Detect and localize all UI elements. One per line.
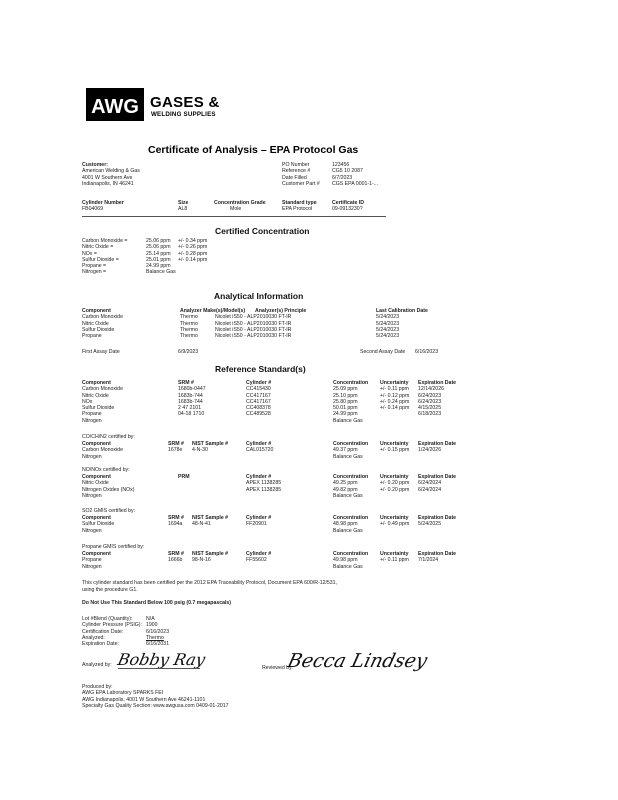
- analytical-cal-dates: Last Calibration Date 5/24/2023 5/24/2023 5/24/2023 5/24/2023: [376, 308, 428, 340]
- analytical-makes: Analyzer Make(s)/Model(s) Thermo Thermo Thermo Thermo: [180, 308, 246, 340]
- cylinder-size: Size AL8: [178, 200, 189, 213]
- analyzed-by-label: Analyzed by:: [82, 662, 112, 668]
- procedure-note-2: using the procedure G1.: [82, 587, 138, 593]
- ref5-concentrations: Concentration 49.98 ppm Balance Gas: [333, 551, 369, 570]
- ref4-cylinders: Cylinder # FF20901: [246, 515, 272, 528]
- order-labels: PO Number Reference # Date Filled Customer Part #: [282, 162, 320, 187]
- ref1-cylinders: Cylinder # CC415430 CC417167 CC417167 CC408378 CC489528: [246, 380, 272, 418]
- ref5-srm: SRM # 1666b: [168, 551, 184, 564]
- first-assay-label: First Assay Date: [82, 349, 120, 355]
- brand-name: GASES &: [150, 94, 220, 111]
- ref2-sample: NIST Sample # 4-N-30: [192, 441, 229, 454]
- ref3-concentrations: Concentration 49.25 ppm 49.82 ppm Balance Gas: [333, 474, 369, 499]
- document-title: Certificate of Analysis – EPA Protocol Gas: [148, 144, 359, 156]
- ref4-sample: NIST Sample # 48-N-41: [192, 515, 229, 528]
- ref2-uncertainty: Uncertainty +/- 0.15 ppm: [380, 441, 410, 454]
- notes-values: N/A 1900 6/16/2023 Thermo 6/16/2031: [146, 616, 170, 648]
- analyzed-signature-line: [118, 668, 200, 669]
- reviewed-by-label: Reviewed by:: [262, 665, 294, 671]
- ref4-concentrations: Concentration 48.98 ppm Balance Gas: [333, 515, 369, 534]
- ref2-expiration: Expiration Date 1/24/2026: [418, 441, 457, 454]
- analyzed-signature: Bobby Ray: [115, 650, 208, 669]
- order-values: 123456 CG5 10 2087 6/7/2023 CGS EPA 0001-1-...: [332, 162, 379, 187]
- ref4-components: Component Sulfur Dioxide Nitrogen: [82, 515, 115, 534]
- first-assay-value: 6/9/2023: [178, 349, 199, 355]
- company-logo: [86, 88, 144, 121]
- ref1-concentrations: Concentration 25.09 ppm 25.10 ppm 25.80 ppm 50.01 ppm 24.99 ppm Balance Gas: [333, 380, 369, 424]
- reviewed-signature: Becca Lindsey: [285, 650, 430, 672]
- ref3-caption: NO/NOx certified by:: [82, 467, 130, 473]
- second-assay-label: Second Assay Date: [360, 349, 406, 355]
- ref3-expiration: Expiration Date 6/24/2024 6/24/2024: [418, 474, 457, 493]
- ref4-uncertainty: Uncertainty +/- 0.49 ppm: [380, 515, 410, 528]
- certified-heading: Certified Concentration: [215, 226, 310, 236]
- ref1-uncertainty: Uncertainty +/- 0.11 ppm +/- 0.12 ppm +/- 0.24 ppm +/- 0.14 ppm: [380, 380, 410, 412]
- ref5-sample: NIST Sample # 98-N-16: [192, 551, 229, 564]
- procedure-note: This cylinder standard has been certified per the 2012 EPA Traceability Protocol, Document EPA 600/R-12/531,: [82, 580, 337, 586]
- ref2-caption: CO/CH/N2 certified by:: [82, 434, 135, 440]
- ref1-srm: SRM # 1680b-0447 1683b-744 1683b-744 2 47 2101 04-18 1710: [178, 380, 206, 418]
- ref3-uncertainty: Uncertainty +/- 0.20 ppm +/- 0.20 ppm: [380, 474, 410, 493]
- analytical-models: Analyzer(s) Principle Nicolet iS50 - ALP2010030 FT-IR Nicolet iS50 - ALP2010030 FT-IR Nicolet iS50 - ALP2010030 FT-IR Nicolet iS50 - ALP2010030 FT-IR: [215, 308, 307, 340]
- pressure-warning: Do Not Use This Standard Below 100 psig (0.7 megapascals): [82, 600, 232, 606]
- ref3-components: Component Nitric Oxide Nitrogen Oxides (NOx) Nitrogen: [82, 474, 135, 499]
- logo-text: AWG: [91, 96, 139, 118]
- ref2-concentrations: Concentration 49.37 ppm Balance Gas: [333, 441, 369, 460]
- footer-block: Produced by: AWG EPA Laboratory SPARKS FEI AWG Indianapolis, 4001 W Southern Ave 46241-1101 Specialty Gas Quality Section: www.awgusa.com 0409-01-2017: [82, 684, 229, 709]
- ref1-components: Component Carbon Monoxide Nitric Oxide NOx Sulfur Dioxide Propane Nitrogen: [82, 380, 123, 424]
- ref5-components: Component Propane Nitrogen: [82, 551, 111, 570]
- ref5-cylinders: Cylinder # FF55602: [246, 551, 272, 564]
- ref5-caption: Propane GMIS certified by:: [82, 544, 145, 550]
- ref2-components: Component Carbon Monoxide Nitrogen: [82, 441, 123, 460]
- cylinder-number: Cylinder Number FB04069: [82, 200, 124, 213]
- ref2-cylinders: Cylinder # CAL015720: [246, 441, 274, 454]
- ref3-cylinders: Cylinder # APEX 1138285 APEX 1138285: [246, 474, 282, 493]
- ref2-srm: SRM # 1678e: [168, 441, 184, 454]
- analytical-heading: Analytical Information: [214, 291, 304, 301]
- concentration-grade: Concentration Grade Mole: [214, 200, 266, 213]
- brand-subtitle: WELDING SUPPLIES: [151, 111, 216, 118]
- reference-heading: Reference Standard(s): [215, 364, 306, 374]
- certified-uncertainty: +/- 0.34 ppm +/- 0.26 ppm +/- 0.28 ppm +/- 0.14 ppm: [178, 238, 208, 263]
- ref1-expiration: Expiration Date 12/14/2026 6/24/2023 6/24/2023 4/15/2025 6/18/2023: [418, 380, 457, 418]
- ref5-uncertainty: Uncertainty +/- 0.11 ppm: [380, 551, 409, 564]
- certified-components: Carbon Monoxide = Nitric Oxide = NOx = Sulfur Dioxide = Propane = Nitrogen =: [82, 238, 128, 276]
- notes-labels: Lot #Blend (Quantity): Cylinder Pressure (PSIG): Certification Date: Analyzed: Expiration Date:: [82, 616, 142, 648]
- second-assay-value: 6/16/2023: [415, 349, 439, 355]
- certificate-id: Certificate ID 09-0913230?: [332, 200, 364, 213]
- ref5-expiration: Expiration Date 7/1/2024: [418, 551, 457, 564]
- ref4-expiration: Expiration Date 5/24/2025: [418, 515, 457, 528]
- ref3-prm: PRM: [178, 474, 190, 480]
- customer-block: Customer: American Welding & Gas 4001 W Southern Ave Indianapolis, IN 46241: [82, 162, 140, 187]
- ref4-caption: SO2 GMIS certified by:: [82, 508, 136, 514]
- standard-type: Standard type EPA Protocol: [282, 200, 317, 213]
- analytical-components: Component Carbon Monoxide Nitric Oxide Sulfur Dioxide Propane: [82, 308, 123, 340]
- divider: [82, 216, 386, 217]
- ref4-srm: SRM # 1694a: [168, 515, 184, 528]
- certified-values: 25.06 ppm 25.06 ppm 25.14 ppm 25.01 ppm 24.99 ppm Balance Gas: [146, 238, 176, 276]
